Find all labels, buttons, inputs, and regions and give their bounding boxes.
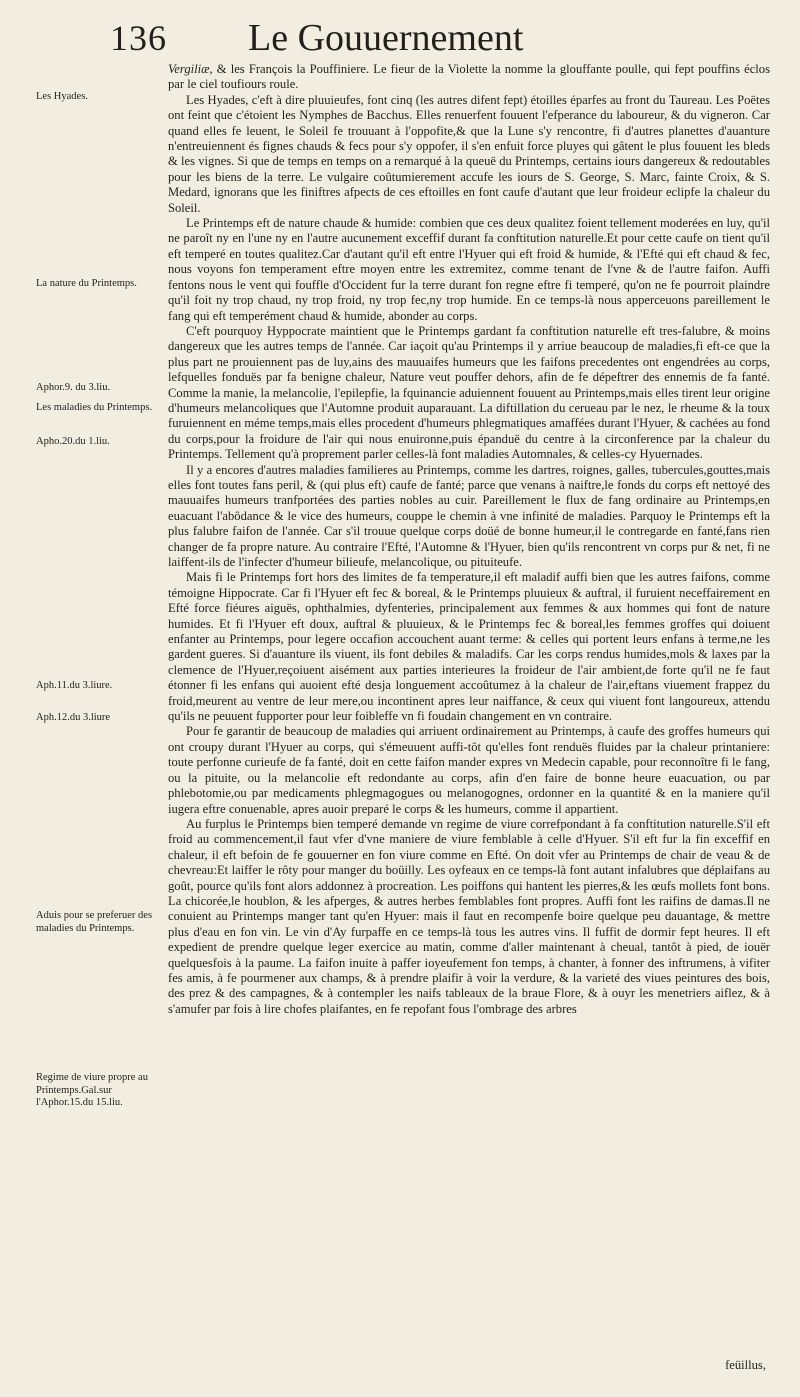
- margin-note-apho-20: Apho.20.du 1.liu.: [36, 436, 110, 447]
- main-text: [168, 62, 770, 1382]
- margin-note-nature-printemps: La nature du Printemps.: [36, 278, 137, 289]
- margin-note-maladies-printemps: Les maladies du Printemps.: [36, 402, 153, 413]
- margin-note-regime: Regime de viure propre au Printemps.Gal.sur l'Aphor.15.du 15.liu.: [36, 1072, 148, 1108]
- paragraph: Les Hyades, c'eft à dire pluuieufes, font cinq (les autres difent fept) étoilles éparfes au front du Taureau. Les Poëtes ont feint que c'étoient les Nymphes de Bacchus. Elles renuerfent fouuent l'efperance du laboureur, & du vigneron. Car quand elles fe leuent, le Soleil fe trouuant à l'oppofite,& que la Lune s'y rencontre, fi d'autres planettes d'auanture n'entreuiennent és fignes chauds & fecs pour s'y oppofer, il s'en enfuit force pluyes qui gâtent le plus fouuent les bleds & les vignes. Si que de temps en temps on a remarqué à la queuë du Printemps, certains iours dangereux & redoutables pour les biens de la terre. Le vulgaire coûtumierement accufe les iours de S. George, S. Marc, fainte Croix, & S. Medard, ignorans que les finiftres afpects de ces eftoilles en font caufe d'autant que leur froideur eclipfe la chaleur du Soleil.: [168, 92, 770, 215]
- margin-note-hyades: Les Hyades.: [36, 91, 88, 102]
- margin-note-aphor-9: Aphor.9. du 3.liu.: [36, 382, 111, 393]
- paragraph: Au furplus le Printemps bien temperé demande vn regime de viure correfpondant à fa conftitution naturelle.S'il eft froid au commencement,il faut vfer d'vne maniere de viure femblable à celle d'Hyuer. S'il eft fur la fin exceffif en chaleur, il eft befoin de fe gouuerner en fon viure comme en Efté. On doit vfer au Printemps de chair de veau & de chevreau:Et laiffer le rôty pour manger du boüilly. Les oyfeaux en ce temps-là font autant infalubres que déplaifans au goût, pource qu'ils font alors addonnez à procreation. Les poiffons qui hantent les pierres,& les œufs mollets font bons. La chicorée,le houblon, & les afperges, & autres herbes femblables font propres. Auffi font les raifins de damas.Il ne conuient au Printemps manger tant qu'en Hyuer: mais il faut en recompenfe boire quelque peu dauantage, & mettre plus d'eau en fon vin. Le vin d'Ay furpaffe en ce temps-là tous les autres vins. Il fuffit de dormir fept heures. Il eft expedient de prendre quelque leger exercice au matin, comme d'aller maintenant à cheual, tantôt à pied, de iouër quelquesfois à la paume. La faifon inuite à paffer ioyeufement fon temps, à chanter, à fonner des inftrumens, à vifiter fes amis, à fe pourmener aux champs, & à prendre plaifir à voir la verdure, & la varieté des viues peintures des bois, des prez & des campagnes, & à contempler les naifs tableaux de la braue Flore, & à ouyr les menetriers aiflez, & à s'amufer par fois à lire chofes plaifantes, en fe repofant fous l'ombrage des arbres: [168, 816, 770, 1016]
- page-header: [110, 14, 760, 64]
- paragraph: Vergiliæ, & les François la Pouffiniere. Le fieur de la Violette la nomme la glouffante poulle, qui fept pouffins éclos par le ciel toufiours roule.: [168, 62, 770, 92]
- catchword: feüillus,: [725, 1358, 766, 1372]
- running-head: Le Gouuernement: [248, 17, 524, 59]
- paragraph: C'eft pourquoy Hyppocrate maintient que le Printemps gardant fa conftitution naturelle eft tres-falubre, & moins dangereux que les autres temps de l'année. Car iaçoit qu'au Printemps il y arriue beaucoup de maladies,fi eft-ce que la plus part ne prouiennent pas de luy,ains des mauuaifes humeurs que les faifons precedentes ont engendrées au corps, lefquelles fonduës par fa benigne chaleur, Nature veut pouffer dehors, afin de fe dépeftrer des ennemis de fa fanté. Comme la manie, la melancolie, l'epilepfie, la fquinancie aduiennent fouuent au Printemps,mais elles tirent leur origine d'humeurs melancoliques que l'Automne produit auparauant. La diftillation du cerueau par le nez, le rheume & la toux furuiennent en méme temps,mais elles procedent d'humeurs phlegmatiques amaffées durant l'Hyuer, & cachées au fond du corps,pour la froidure de l'air qui nous enuironne,puis épanduë du centre à la circonference par la chaleur du Printemps. Tellement qu'à proprement parler celles-là font maladies Automnales, & celles-cy Hyuernades.: [168, 323, 770, 462]
- paragraph: Le Printemps eft de nature chaude & humide: combien que ces deux qualitez foient tellement moderées en luy, qu'il ne paroît ny en l'une ny en l'autre aucunement exceffif durant fa conftitution naturelle.Et pour cette caufe on tient qu'il eft temperé en toutes qualitez.Car d'autant qu'il eft entre l'Hyuer qui eft froid & humide, & l'Efté qui eft chaud & fec, nous voyons fon temperament eftre moyen entre les extremitez, comme tenant de l'vne & de l'autre faifon. Auffi fentons nous le vent qui fouffle d'Occident fur la terre durant fon regne eftre fi temperé, qu'on ne fe pourroit plaindre qu'il foit ny trop chaud, ny trop froid, ny trop fec,ny trop humide. En ce temps-là nous apperceuons pareillement le fang qui eft temperément chaud & humide, abonder au corps.: [168, 216, 770, 323]
- margin-note-aph-11: Aph.11.du 3.liure.: [36, 680, 113, 691]
- italic-lead: Vergiliæ: [168, 62, 210, 76]
- paragraph: Mais fi le Printemps fort hors des limites de fa temperature,il eft maladif auffi bien que les autres faifons, comme témoigne Hippocrate. Car fi l'Hyuer eft fec & boreal, & le Printemps pluuieux & auftral, il furuient neceffairement en Efté force fiéures aiguës, ophthalmies, dyfenteries, principalement aux femmes & aux hommes qui font de nature humides. Et fi l'Hyuer eft doux, auftral & pluuieux, & le Printemps fec & boreal,les femmes groffes qui doiuent enfanter au Printemps, pour legere occafion accouchent auant terme: & celles qui portent leurs enfans à terme,ne les gardent gueres. Si d'auanture ils viuent, ils font debiles & maladifs. Car les corps rendus humides,mols & laxes par la clemence de l'Hyuer,reçoiuent aisément aux parties interieures la froideur de l'air ambient,de forte qu'il ne fe faut étonner fi les enfans qui auoient efté desja longuement accoûtumez à la chaleur de l'air,eftans viuement frappez du froid,meurent au ventre de leur mere,ou incontinent apres leur naiffance, & ceux qui viuent font langoureux, attendu qu'ils ne peuuent fupporter pour leur foibleffe vn fi foudain changement en vn contraire.: [168, 570, 770, 724]
- margin-note-aph-12: Aph.12.du 3.liure: [36, 712, 111, 723]
- page-number: 136: [110, 18, 167, 58]
- margin-note-aduis: Aduis pour se preferuer des maladies du Printemps.: [36, 910, 153, 934]
- paragraph: Il y a encores d'autres maladies familieres au Printemps, comme les dartres, roignes, galles, tubercules,gouttes,mais elles font toutes fans peril, & (qui plus eft) caufe de fanté; parce que venans à naiftre,le fonds du corps eft nettoyé des mauuaifes humeurs tranfportées des parties nobles au cuir. Pareillement le flux de fang ordinaire au Printemps,en euacuant l'abôdance & le vice des humeurs, couppe le chemin à vne infinité de maladies. Parquoy le Printemps eft la plus falubre faifon de l'année. Car s'il trouue quelque corps doüé de bonne humeur,il le contregarde en fanté,fans rien changer de fa propre nature. Au contraire l'Efté, l'Automne & l'Hyuer, bien qu'ils rencontrent vn corps pur & net, fi ne laiffent-ils de l'infecter d'humeur bilieufe, melancolique, ou pituiteufe.: [168, 462, 770, 569]
- paragraph: Pour fe garantir de beaucoup de maladies qui arriuent ordinairement au Printemps, à caufe des groffes humeurs qui ont croupy durant l'Hyuer au corps, qui s'émeuuent auffi-tôt qu'elles font renduës fluides par la chaleur printaniere: toute perfonne curieufe de fa fanté, doit en cette faifon mander expres vn Medecin capable, pour reconnoître fi le fang, ou la pituite, ou la melancolie eft redondante au corps, afin d'en faire de bonne heure euacuation, ou par phlebotomie,ou par medicaments phlegmagogues ou melanogognes, ordonner en la quantité & en la maniere qu'il iugera eftre conuenable, apres auoir preparé le corps & les humeurs, comme il appartient.: [168, 724, 770, 816]
